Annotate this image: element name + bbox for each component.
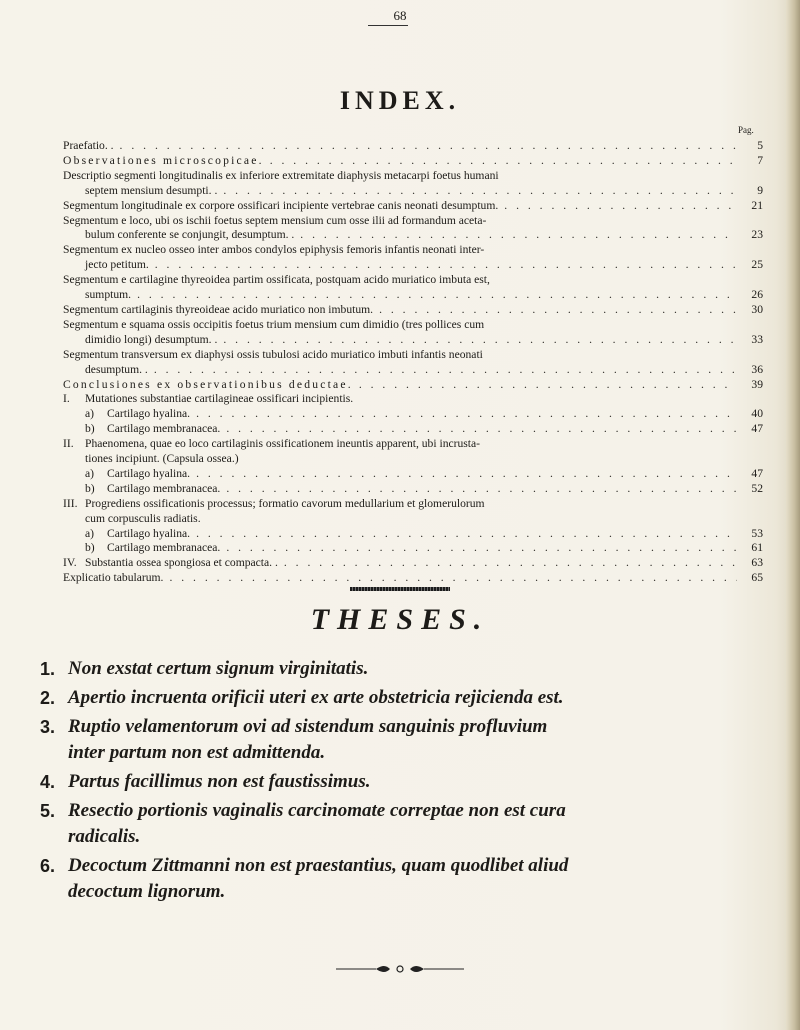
page-number: 68 bbox=[393, 8, 407, 23]
toc-entry bbox=[63, 437, 763, 452]
thesis-text bbox=[68, 656, 760, 682]
toc-entry bbox=[63, 303, 763, 318]
toc-leader-dots bbox=[196, 527, 737, 542]
toc-entry bbox=[63, 199, 763, 214]
toc-entry-title: septem mensium desumpti. . bbox=[85, 183, 218, 197]
thesis-item bbox=[40, 714, 760, 766]
thesis-text bbox=[68, 769, 760, 795]
toc-entry-text bbox=[63, 482, 220, 497]
toc-entry-text bbox=[63, 199, 498, 214]
toc-entry-text bbox=[63, 378, 353, 393]
toc-leader-dots bbox=[226, 482, 737, 497]
pag-label: Pag. bbox=[738, 125, 754, 135]
toc-entry bbox=[63, 228, 763, 243]
toc-entry-text bbox=[63, 437, 480, 452]
thesis-number: 6. bbox=[40, 856, 56, 876]
toc-entry-text bbox=[63, 169, 499, 184]
toc-leader-dots bbox=[223, 184, 737, 199]
toc-entry-title: Segmentum cartilaginis thyreoideae acido muriatico non imbutum. bbox=[63, 302, 374, 316]
toc-entry bbox=[63, 422, 763, 437]
toc-entry-numeral: III. bbox=[63, 496, 78, 510]
toc-entry-title: Descriptio segmenti longitudinalis ex inferiore extremitate diaphysis metacarpi foetus humani bbox=[63, 168, 499, 182]
thesis-text bbox=[68, 685, 760, 711]
ornament-divider bbox=[336, 964, 464, 974]
toc-entry bbox=[63, 497, 763, 512]
toc-entry bbox=[63, 169, 763, 184]
toc-entry-text bbox=[63, 258, 149, 273]
toc-entry-text bbox=[63, 556, 278, 571]
toc-entry-title: tiones incipiunt. (Capsula ossea.) bbox=[85, 452, 239, 466]
thesis-line: Decoctum Zittmanni non est praestantius, quam quodlibet aliud bbox=[68, 855, 569, 876]
toc-entry-letter: b) bbox=[85, 541, 95, 555]
toc-leader-dots bbox=[379, 303, 737, 318]
toc-entry-text bbox=[63, 392, 353, 407]
toc-entry-text bbox=[63, 214, 486, 229]
toc-entry-title: Substantia ossea spongiosa et compacta. . bbox=[85, 556, 278, 570]
toc-entry bbox=[63, 243, 763, 258]
toc-entry-title: Cartilago membranacea. bbox=[107, 541, 221, 555]
thesis-line: inter partum non est admittenda. bbox=[68, 742, 326, 763]
thesis-line: radicalis. bbox=[68, 826, 141, 847]
toc-entry-numeral: IV. bbox=[63, 556, 77, 570]
toc-entry-text bbox=[63, 288, 131, 303]
toc-entry bbox=[63, 214, 763, 229]
toc-leader-dots bbox=[154, 363, 737, 378]
thesis-item bbox=[40, 769, 760, 795]
thesis-line: Non exstat certum signum virginitatis. bbox=[68, 658, 369, 679]
toc-page-number: 40 bbox=[751, 407, 763, 421]
toc-entry-text bbox=[63, 303, 373, 318]
toc-entry-text bbox=[63, 273, 490, 288]
toc-entry bbox=[63, 348, 763, 363]
toc-entry bbox=[63, 258, 763, 273]
thesis-item bbox=[40, 685, 760, 711]
toc-entry-text bbox=[63, 363, 148, 378]
thesis-text bbox=[68, 714, 760, 766]
toc-entry bbox=[63, 184, 763, 199]
toc-entry bbox=[63, 273, 763, 288]
toc-page-number: 21 bbox=[751, 198, 763, 212]
toc-page-number: 7 bbox=[757, 153, 763, 167]
toc-entry-numeral: II. bbox=[63, 437, 74, 451]
thesis-number: 2. bbox=[40, 688, 56, 708]
toc-entry-text bbox=[63, 154, 264, 169]
thesis-number: 5. bbox=[40, 801, 56, 821]
toc-page-number: 39 bbox=[751, 377, 763, 391]
toc-leader-dots bbox=[223, 333, 737, 348]
toc-entry-text bbox=[63, 527, 190, 542]
toc-entry-text bbox=[63, 139, 114, 154]
toc-entry-text bbox=[63, 497, 485, 512]
thesis-item bbox=[40, 656, 760, 682]
toc-entry-text bbox=[63, 184, 217, 199]
toc-entry-title: Cartilago hyalina. bbox=[107, 466, 191, 480]
toc-page-number: 53 bbox=[751, 526, 763, 540]
theses-list bbox=[40, 656, 760, 908]
section-divider bbox=[350, 587, 450, 591]
toc-entry-title: Segmentum e squama ossis occipitis foetus trium mensium cum dimidio (tres pollices cum bbox=[63, 317, 485, 331]
toc-entry-title: Cartilago membranacea. bbox=[107, 481, 221, 495]
toc-page-number: 47 bbox=[751, 466, 763, 480]
toc-entry bbox=[63, 512, 763, 527]
toc-page-number: 65 bbox=[751, 571, 763, 585]
thesis-number: 4. bbox=[40, 772, 56, 792]
toc-leader-dots bbox=[284, 556, 737, 571]
toc-entry-title: Progrediens ossificationis processus; formatio cavorum medullarium et glomerulorum bbox=[85, 496, 485, 510]
theses-title: THESES. bbox=[310, 603, 490, 636]
toc-page-number: 5 bbox=[757, 139, 763, 152]
toc-leader-dots bbox=[137, 288, 737, 303]
thesis-line: Resectio portionis vaginalis carcinomate correptae non est cura bbox=[68, 800, 566, 821]
thesis-text bbox=[68, 798, 760, 850]
toc-entry bbox=[63, 452, 763, 467]
toc-entry-text bbox=[63, 452, 239, 467]
toc-page-number: 52 bbox=[751, 481, 763, 495]
toc-entry bbox=[63, 378, 763, 393]
toc-entry-title: bulum conferente se conjungit, desumptum. . bbox=[85, 228, 295, 242]
toc-entry-title: Cartilago membranacea. bbox=[107, 422, 221, 436]
toc-entry bbox=[63, 482, 763, 497]
toc-entry-text bbox=[63, 512, 201, 527]
toc-entry-title: Segmentum transversum ex diaphysi ossis tubulosi acido muriatico imbuti infantis neonati bbox=[63, 347, 483, 361]
toc-entry bbox=[63, 318, 763, 333]
toc-entry-text bbox=[63, 243, 484, 258]
thesis-line: Partus facillimus non est faustissimus. bbox=[68, 771, 371, 792]
table-of-contents bbox=[63, 139, 763, 586]
toc-page-number: 47 bbox=[751, 422, 763, 436]
toc-leader-dots bbox=[359, 378, 737, 393]
toc-entry-title: Cartilago hyalina. bbox=[107, 526, 191, 540]
toc-entry-text bbox=[63, 467, 190, 482]
toc-page-number: 33 bbox=[751, 332, 763, 346]
toc-leader-dots bbox=[504, 199, 737, 214]
toc-leader-dots bbox=[120, 139, 737, 154]
toc-entry-text bbox=[63, 333, 217, 348]
toc-entry-title: Segmentum e cartilagine thyreoidea partim ossificata, postquam acido muriatico imbuta est, bbox=[63, 273, 490, 287]
toc-page-number: 63 bbox=[751, 556, 763, 570]
toc-entry-title: Segmentum ex nucleo osseo inter ambos condylos epiphysis femoris infantis neonati inter- bbox=[63, 243, 485, 257]
thesis-item bbox=[40, 853, 760, 905]
toc-entry-title: Segmentum e loco, ubi os ischii foetus septem mensium cum osse ilii ad formandum aceta- bbox=[63, 213, 487, 227]
toc-entry bbox=[63, 363, 763, 378]
toc-entry-letter: a) bbox=[85, 407, 95, 421]
thesis-line: Apertio incruenta orificii uteri ex arte obstetricia rejicienda est. bbox=[68, 687, 564, 708]
toc-leader-dots bbox=[169, 571, 737, 586]
toc-entry-text bbox=[63, 228, 294, 243]
toc-entry-letter: b) bbox=[85, 422, 95, 436]
toc-page-number: 30 bbox=[751, 302, 763, 316]
toc-entry-title: cum corpusculis radiatis. bbox=[85, 511, 201, 525]
toc-entry-title: sumptum. bbox=[85, 288, 132, 302]
toc-entry-title: Cartilago hyalina. bbox=[107, 407, 191, 421]
toc-entry-letter: a) bbox=[85, 526, 95, 540]
toc-entry-title: Observationes microscopicae. bbox=[63, 153, 264, 167]
toc-leader-dots bbox=[155, 258, 737, 273]
toc-entry bbox=[63, 407, 763, 422]
toc-leader-dots bbox=[196, 467, 737, 482]
toc-entry bbox=[63, 527, 763, 542]
toc-entry-title: desumptum. . bbox=[85, 362, 148, 376]
toc-entry-text bbox=[63, 407, 190, 422]
toc-page-number: 61 bbox=[751, 541, 763, 555]
toc-entry-text bbox=[63, 422, 220, 437]
toc-entry bbox=[63, 139, 763, 154]
toc-entry bbox=[63, 467, 763, 482]
toc-page-number: 23 bbox=[751, 228, 763, 242]
thesis-number: 3. bbox=[40, 717, 56, 737]
toc-entry-title: Mutationes substantiae cartilagineae ossificari incipientis. bbox=[85, 392, 354, 406]
toc-entry-title: Praefatio. . bbox=[63, 139, 114, 152]
toc-entry-text bbox=[63, 348, 483, 363]
toc-entry-text bbox=[63, 571, 163, 586]
toc-page-number: 25 bbox=[751, 258, 763, 272]
toc-entry-text bbox=[63, 318, 484, 333]
toc-entry bbox=[63, 571, 763, 586]
toc-entry bbox=[63, 541, 763, 556]
toc-entry bbox=[63, 154, 763, 169]
toc-leader-dots bbox=[196, 407, 737, 422]
toc-entry-letter: b) bbox=[85, 481, 95, 495]
toc-page-number: 26 bbox=[751, 288, 763, 302]
toc-entry-text bbox=[63, 541, 220, 556]
toc-leader-dots bbox=[226, 541, 737, 556]
page-edge bbox=[786, 0, 800, 1030]
toc-entry-letter: a) bbox=[85, 466, 95, 480]
toc-page-number: 36 bbox=[751, 362, 763, 376]
toc-entry bbox=[63, 333, 763, 348]
index-title: INDEX. bbox=[339, 86, 461, 115]
toc-entry-title: dimidio longi) desumptum. . bbox=[85, 332, 218, 346]
toc-leader-dots bbox=[270, 154, 737, 169]
thesis-line: decoctum lignorum. bbox=[68, 881, 226, 902]
thesis-number: 1. bbox=[40, 659, 56, 679]
thesis-line: Ruptio velamentorum ovi ad sistendum sanguinis profluvium bbox=[68, 716, 548, 737]
toc-leader-dots bbox=[300, 228, 737, 243]
toc-entry-title: Phaenomena, quae eo loco cartilaginis ossificationem ineuntis apparent, ubi incrusta- bbox=[85, 437, 481, 451]
toc-entry-numeral: I. bbox=[63, 392, 70, 406]
toc-leader-dots bbox=[226, 422, 737, 437]
toc-page-number: 9 bbox=[757, 183, 763, 197]
page-number-rule bbox=[368, 25, 408, 26]
toc-entry-title: Segmentum longitudinale ex corpore ossificari incipiente vertebrae canis neonati desumptum. bbox=[63, 198, 499, 212]
toc-entry bbox=[63, 288, 763, 303]
toc-entry bbox=[63, 556, 763, 571]
toc-entry bbox=[63, 392, 763, 407]
toc-entry-title: jecto petitum. bbox=[85, 258, 149, 272]
toc-entry-title: Explicatio tabularum. bbox=[63, 571, 164, 585]
toc-entry-title: Conclusiones ex observationibus deductae. bbox=[63, 377, 353, 391]
thesis-text bbox=[68, 853, 760, 905]
thesis-item bbox=[40, 798, 760, 850]
